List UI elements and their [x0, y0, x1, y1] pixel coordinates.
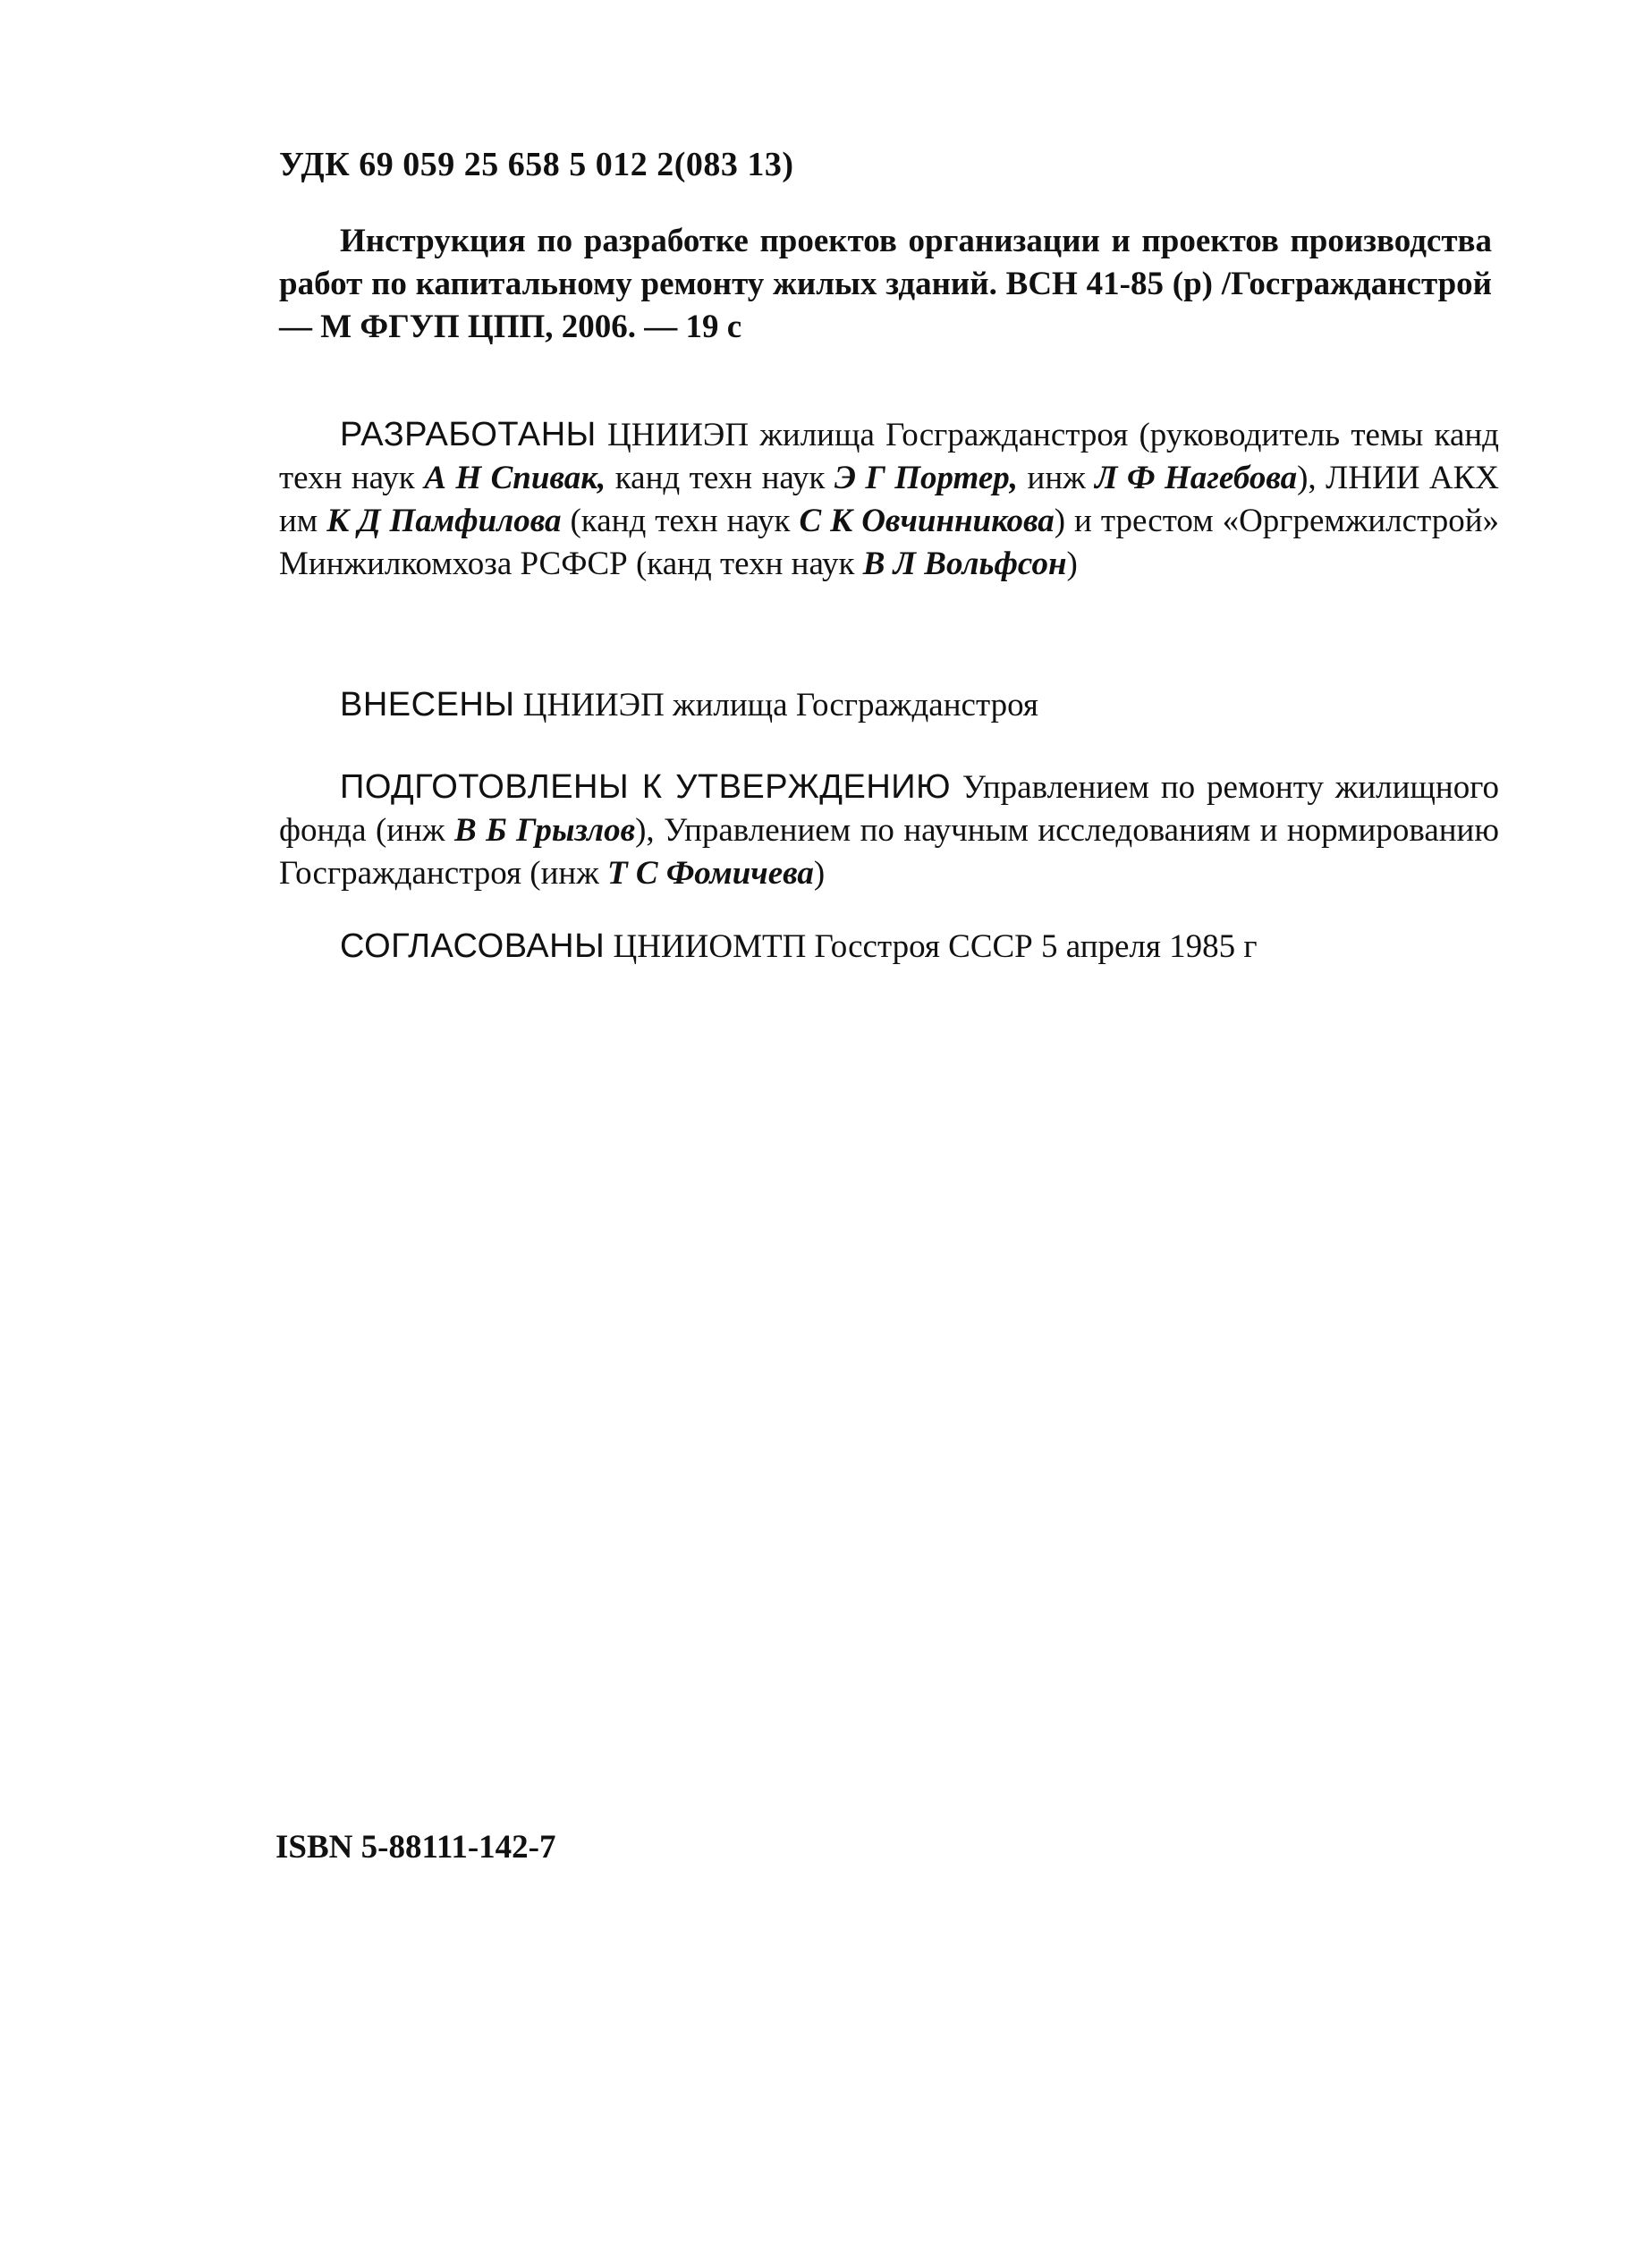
developed-person-1: А Н Спивак, [424, 460, 606, 496]
developed-text-4: ), ЛНИИ АКХ им [279, 460, 1500, 539]
isbn-number: ISBN 5-88111-142-7 [275, 1829, 556, 1866]
bibliographic-citation: Инструкция по разработке проектов организации и проектов производства работ по капитальному ремонту жилых зданий. ВСН 41-85 (р) /Госгражданстрой — М ФГУП ЦПП, 2006. — 19 с [279, 223, 1492, 345]
developed-by-paragraph [279, 413, 1499, 586]
agreed-text: ЦНИИОМТП Госстроя СССР 5 апреля 1985 г [605, 928, 1258, 965]
developed-text-1: ЦНИИЭП жилища Госгражданстроя (руководитель темы канд техн наук [279, 417, 1499, 496]
developed-person-2: Э Г Портер, [834, 460, 1019, 496]
prepared-lead: ПОДГОТОВЛЕНЫ К УТВЕРЖДЕНИЮ [340, 768, 951, 806]
introduced-by-paragraph [279, 683, 1499, 727]
prepared-for-approval-paragraph [279, 766, 1499, 895]
developed-person-4: К Д Памфилова [326, 503, 562, 539]
introduced-lead: ВНЕСЕНЫ [340, 686, 515, 724]
developed-text-2: канд техн наук [606, 460, 834, 496]
developed-lead: РАЗРАБОТАНЫ [340, 416, 597, 453]
prepared-text-2: ), Управлением по научным исследованиям и нормированию Госгражданстроя (инж [279, 812, 1499, 892]
developed-person-6: В Л Вольфсон [862, 546, 1067, 582]
agreed-paragraph [279, 925, 1499, 969]
developed-text-3: инж [1018, 460, 1096, 496]
developed-text-6: ) и трестом «Оргремжилстрой» Минжилкомхоза РСФСР (канд техн наук [279, 503, 1499, 582]
developed-text-7: ) [1066, 546, 1078, 582]
developed-person-3: Л Ф Нагебова [1095, 460, 1298, 496]
introduced-text: ЦНИИЭП жилища Госгражданстроя [514, 687, 1038, 724]
developed-text-5: (канд техн наук [561, 503, 800, 539]
prepared-person-1: В Б Грызлов [453, 812, 636, 849]
prepared-person-2: Т С Фомичева [607, 855, 814, 892]
developed-person-5: С К Овчинникова [799, 503, 1055, 539]
prepared-text-1: Управлением по ремонту жилищного фонда (инж [279, 769, 1499, 849]
udc-code: УДК 69 059 25 658 5 012 2(083 13) [279, 146, 794, 183]
prepared-text-3: ) [813, 855, 826, 892]
agreed-lead: СОГЛАСОВАНЫ [340, 927, 606, 965]
